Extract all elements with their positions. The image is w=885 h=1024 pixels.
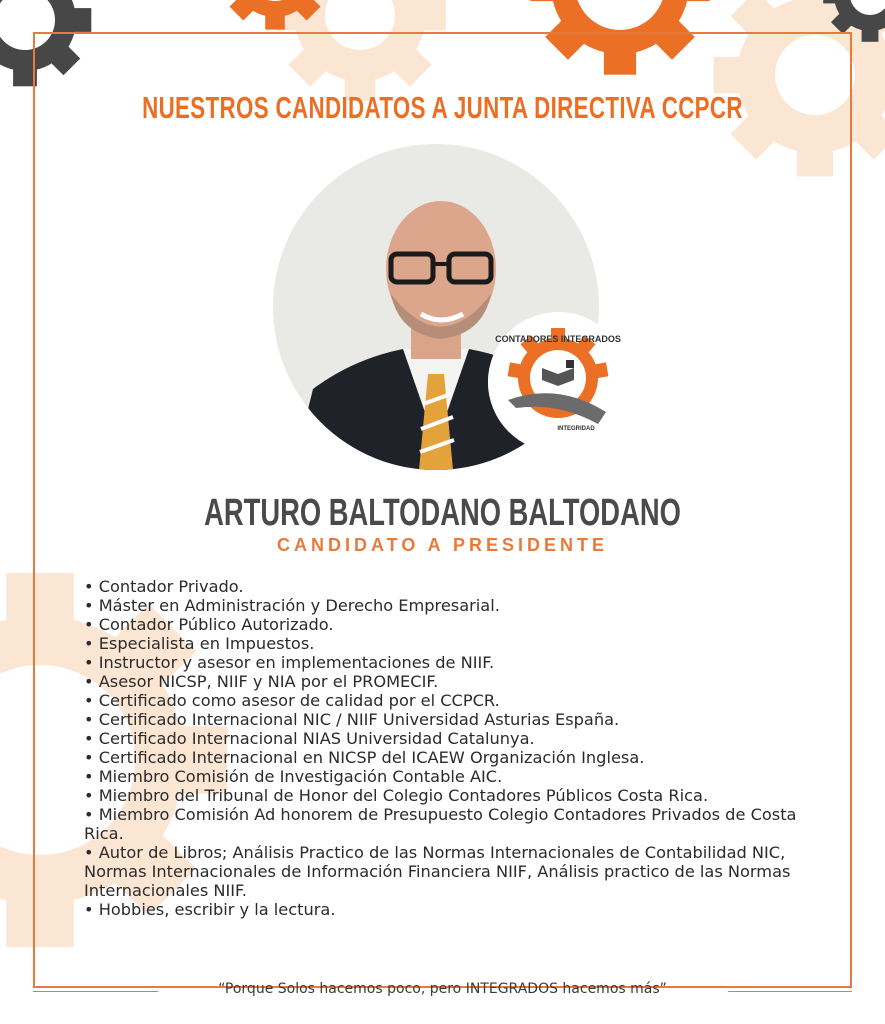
list-item: • Autor de Libros; Análisis Practico de las Normas Internacionales de Contabilidad NIC, Normas Internacionales de Información Financiera NIIF, Análisis practico de las Normas Internacionales NIIF. xyxy=(84,843,791,900)
list-item: • Hobbies, escribir y la lectura. xyxy=(84,900,336,919)
list-item: • Instructor y asesor en implementaciones de NIIF. xyxy=(84,653,495,672)
list-item: • Contador Privado. xyxy=(84,577,244,596)
list-item: • Contador Público Autorizado. xyxy=(84,615,334,634)
list-item: • Especialista en Impuestos. xyxy=(84,634,315,653)
qualifications-list xyxy=(84,577,804,919)
list-item: • Certificado como asesor de calidad por el CCPCR. xyxy=(84,691,500,710)
list-item: • Máster en Administración y Derecho Empresarial. xyxy=(84,596,500,615)
candidate-role: CANDIDATO A PRESIDENTE xyxy=(276,535,609,555)
page-title: NUESTROS CANDIDATOS A JUNTA DIRECTIVA CCPCR xyxy=(142,90,743,125)
footer-slogan: “Porque Solos hacemos poco, pero INTEGRADOS hacemos más” xyxy=(218,981,667,997)
organization-logo xyxy=(488,312,628,452)
list-item: • Miembro Comisión Ad honorem de Presupuesto Colegio Contadores Privados de Costa Rica. xyxy=(84,805,797,843)
list-item: • Miembro Comisión de Investigación Contable AIC. xyxy=(84,767,503,786)
logo-text-bottom: INTEGRIDAD xyxy=(557,426,595,432)
candidate-name: ARTURO BALTODANO BALTODANO xyxy=(204,492,681,534)
list-item: • Certificado Internacional NIAS Universidad Catalunya. xyxy=(84,729,535,748)
list-item: • Certificado Internacional NIC / NIIF Universidad Asturias España. xyxy=(84,710,620,729)
list-item: • Asesor NICSP, NIIF y NIA por el PROMECIF. xyxy=(84,672,439,691)
logo-text-top: CONTADORES INTEGRADOS xyxy=(495,334,621,344)
list-item: • Miembro del Tribunal de Honor del Colegio Contadores Públicos Costa Rica. xyxy=(84,786,709,805)
list-item: • Certificado Internacional en NICSP del ICAEW Organización Inglesa. xyxy=(84,748,645,767)
